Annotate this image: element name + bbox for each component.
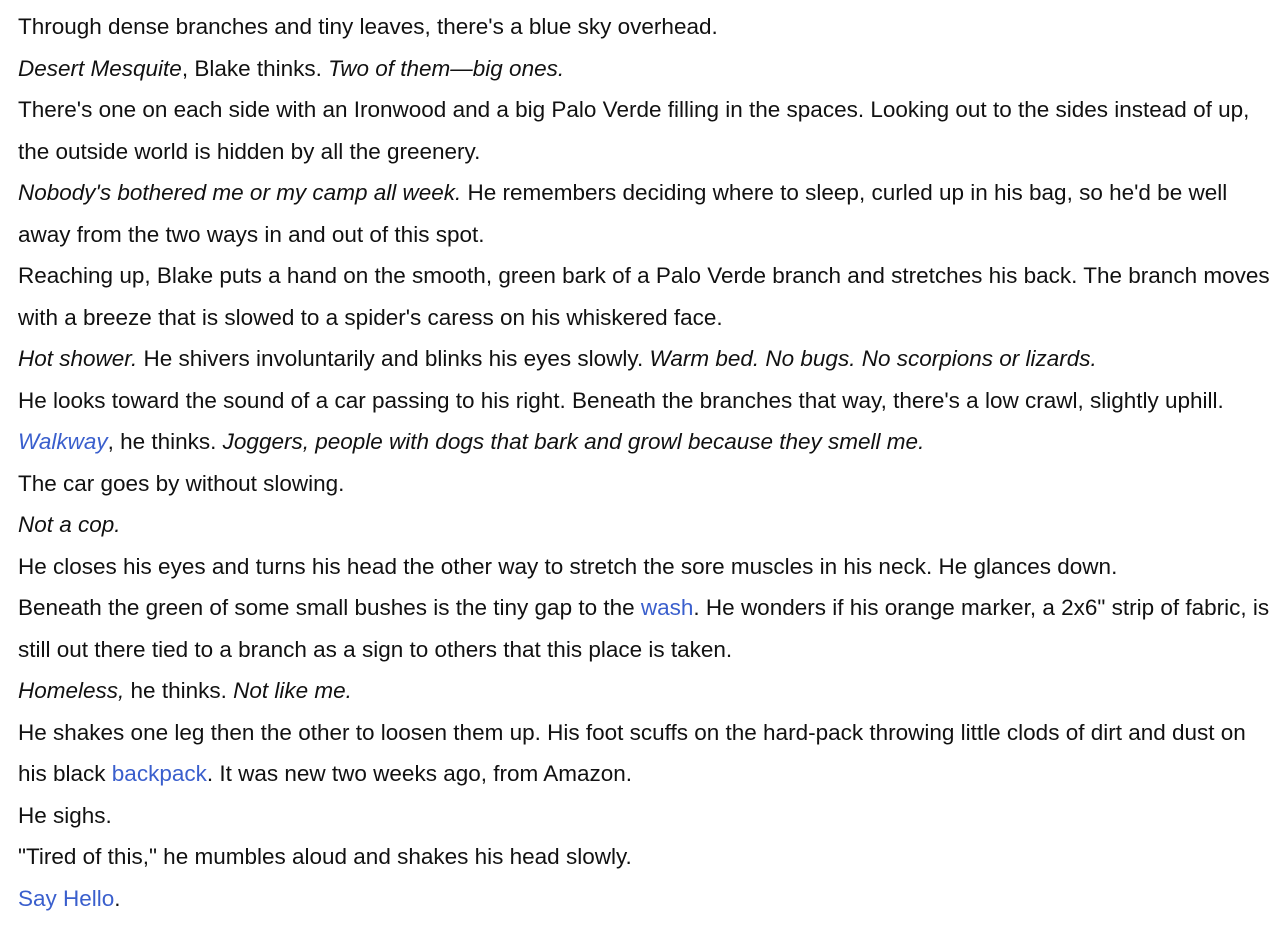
paragraph-text: He shivers involuntarily and blinks his eyes slowly. (137, 346, 650, 371)
italic-thought: Homeless, (18, 678, 125, 703)
paragraph-text: . (114, 885, 121, 911)
paragraph-homeless (18, 670, 1270, 712)
paragraph-car: The car goes by without slowing. (18, 470, 345, 496)
paragraph-not-a-cop (18, 504, 1270, 546)
paragraph-text: , he thinks. (107, 429, 223, 454)
story-text (18, 6, 1270, 919)
paragraph-camp (18, 172, 1270, 255)
paragraph-text: . It was new two weeks ago, from Amazon. (206, 761, 633, 786)
paragraph-text: he thinks. (124, 678, 234, 703)
paragraph-hot-shower (18, 338, 1270, 380)
italic-thought: Not a cop. (18, 512, 121, 537)
paragraph-neck: He closes his eyes and turns his head the other way to stretch the sore muscles in his neck. He glances down. (18, 553, 1118, 579)
wash-link[interactable]: wash (640, 595, 694, 620)
paragraph-walkway (18, 380, 1270, 463)
italic-thought: Hot shower. (18, 346, 138, 371)
paragraph-ironwood: There's one on each side with an Ironwood and a big Palo Verde filling in the spaces. Looking out to the sides instead of up, the outside world is hidden by all the greenery. (18, 97, 1250, 164)
paragraph-say-hello (18, 878, 1270, 920)
paragraph-sighs: He sighs. (18, 802, 112, 828)
say-hello-link[interactable]: Say Hello (18, 885, 115, 911)
italic-thought: Not like me. (233, 678, 352, 703)
paragraph-text: Beneath the green of some small bushes is the tiny gap to the (18, 595, 641, 620)
paragraph-text: He shakes one leg then the other to loosen them up. His foot scuffs on the hard-pack throwing little clods of dirt and dust on his black (18, 719, 1246, 786)
paragraph-blue-sky: Through dense branches and tiny leaves, there's a blue sky overhead. (18, 14, 718, 39)
italic-thought: Nobody's bothered me or my camp all week. (18, 180, 462, 205)
paragraph-backpack (18, 712, 1270, 795)
paragraph-palo-verde: Reaching up, Blake puts a hand on the smooth, green bark of a Palo Verde branch and stretches his back. The branch moves with a breeze that is slowed to a spider's caress on his whiskered face. (18, 263, 1270, 330)
italic-thought: Two of them—big ones. (328, 55, 565, 81)
paragraph-tired: "Tired of this," he mumbles aloud and shakes his head slowly. (18, 844, 632, 869)
paragraph-text: He looks toward the sound of a car passing to his right. Beneath the branches that way, there's a low crawl, slightly uphill. (18, 387, 1224, 413)
italic-thought: Joggers, people with dogs that bark and growl because they smell me. (222, 429, 925, 454)
backpack-link[interactable]: backpack (111, 761, 207, 786)
walkway-link[interactable]: Walkway (18, 429, 108, 454)
paragraph-text: , Blake thinks. (181, 55, 329, 81)
italic-thought: Desert Mesquite (18, 55, 182, 81)
italic-thought: Warm bed. No bugs. No scorpions or lizards. (649, 346, 1097, 371)
paragraph-wash (18, 587, 1270, 670)
paragraph-desert-mesquite (18, 48, 1270, 90)
paragraph-text: He remembers deciding where to sleep, curled up in his bag, so he'd be well away from the two ways in and out of this spot. (18, 180, 1228, 247)
paragraph-text: . He wonders if his orange marker, a 2x6" strip of fabric, is still out there tied to a branch as a sign to others that this place is taken. (18, 595, 1270, 662)
